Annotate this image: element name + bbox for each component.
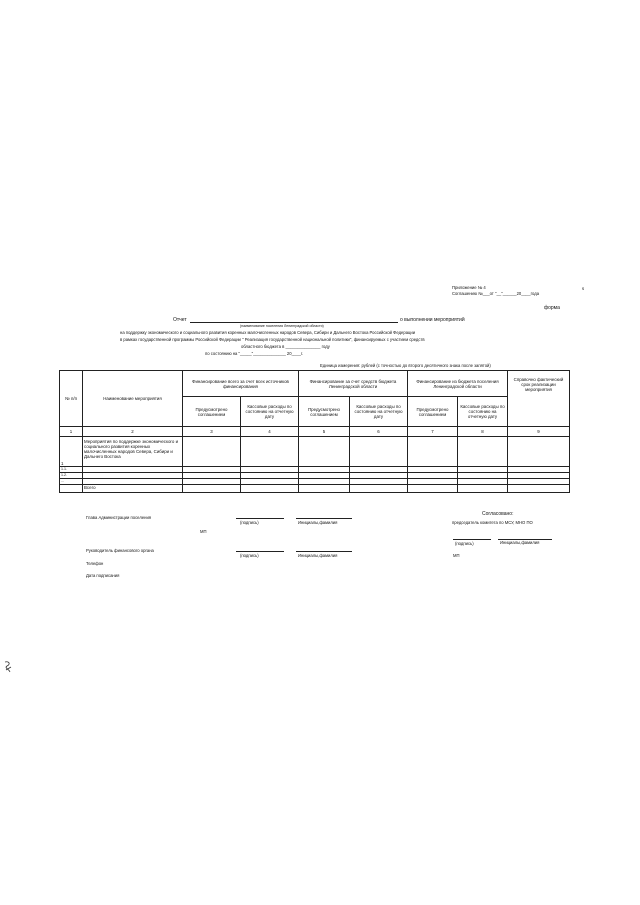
fin-head-label: Руководитель финансового органа (86, 548, 154, 553)
header-group-settlement-budget: Финансирование из бюджета поселения Ленинградской области (408, 371, 508, 397)
units-note: Единица измерения: рублей (с точностью до второго десятичного знака после запятой) (320, 363, 491, 368)
chairman-label: председатель комитета по МСУ, МНО ПО (452, 520, 533, 525)
chairman-signature-line (453, 539, 491, 540)
title-line-1: на поддержку экономического и социального развития коренных малочисленных народов Севера, Сибири и Дальнего Востока Российской Федерации (120, 330, 416, 335)
header-group-all-sources: Финансирование всего за счет всех источников финансирования (183, 371, 299, 397)
col-number: 6 (350, 427, 408, 437)
col-number: 9 (508, 427, 570, 437)
report-suffix: о выполнении мероприятий (400, 317, 465, 323)
subheader-planned: Предусмотрено соглашением (408, 397, 458, 427)
agreement-label: Соглашению №___от "__"______20____года (452, 291, 540, 296)
table-cell (183, 485, 241, 493)
col-number: 1 (60, 427, 83, 437)
subheader-planned: Предусмотрено соглашением (183, 397, 241, 427)
signature-caption: (подпись) (455, 541, 474, 546)
col-number: 7 (408, 427, 458, 437)
col-number: 8 (458, 427, 508, 437)
row-num: 1 (60, 437, 83, 467)
agreed-label: Согласовано: (482, 511, 514, 517)
table-cell (458, 485, 508, 493)
handwritten-mark (3, 660, 13, 674)
table-cell (350, 485, 408, 493)
title-line-2: в рамках государственной программы Российской Федерации " Реализация государственной национальной политики", финансируемых с участием средств (120, 337, 425, 342)
initials-caption: Инициалы,фамилия (500, 540, 540, 545)
total-label: Всего (83, 485, 183, 493)
initials-caption: Инициалы,фамилия (298, 520, 338, 525)
header-num: № п/п (60, 371, 83, 427)
table-cell (241, 437, 299, 467)
head-admin-label: Глава Администрации поселения (86, 515, 152, 520)
header-name: Наименование мероприятия (83, 371, 183, 427)
title-line-4: по состоянию на "_____"______________ 20____г. (205, 351, 304, 356)
table-cell (508, 437, 570, 467)
row-num: 1.2. (60, 473, 83, 479)
sign-date-label: Дата подписания (86, 573, 120, 578)
subheader-cash: Кассовые расходы по состоянию на отчетную дату (458, 397, 508, 427)
seal-place-label: МП (453, 553, 460, 558)
row-num: ... (60, 479, 83, 485)
head-initials-line (296, 518, 352, 519)
table-cell (299, 437, 350, 467)
col-number: 5 (299, 427, 350, 437)
signature-caption: (подпись) (240, 553, 259, 558)
subheader-planned: Предусмотрено соглашением (299, 397, 350, 427)
table-cell (183, 437, 241, 467)
header-group-region-budget: Финансирование за счет средств бюджета Ленинградской области (299, 371, 408, 397)
col-number: 3 (183, 427, 241, 437)
report-prefix: Отчет (173, 317, 187, 323)
table-cell (60, 485, 83, 493)
signature-caption: (подпись) (240, 520, 259, 525)
report-subcaption: (наименование поселения Ленинградской области) (240, 324, 324, 328)
table-cell (408, 485, 458, 493)
report-table (59, 370, 570, 493)
corner-mark: s (582, 286, 585, 291)
table-cell (458, 437, 508, 467)
subheader-cash: Кассовые расходы по состоянию на отчетную дату (241, 397, 299, 427)
header-actual-term: Справочно фактический срок реализации мероприятия (508, 371, 570, 427)
initials-caption: Инициалы,фамилия (298, 553, 338, 558)
seal-place-label: МП (200, 529, 207, 534)
row-name: Мероприятия по поддержке экономического и социального развития коренных малочисленных народов Севера, Сибири и Дальнего Востока (83, 437, 183, 467)
row-num: 1.1. (60, 467, 83, 473)
subheader-cash: Кассовые расходы по состоянию на отчетную дату (350, 397, 408, 427)
head-signature-line (236, 518, 284, 519)
table-cell (299, 485, 350, 493)
table-cell (408, 437, 458, 467)
col-number: 2 (83, 427, 183, 437)
form-label: форма (544, 305, 560, 311)
table-cell (241, 485, 299, 493)
report-name-line (190, 322, 398, 323)
appendix-label: Приложение № 4 (452, 285, 486, 290)
table-cell (350, 437, 408, 467)
table-cell (508, 485, 570, 493)
phone-label: Телефон (86, 561, 104, 566)
title-line-3: областного бюджета в _______________ году (241, 344, 330, 349)
fin-signature-line (236, 551, 284, 552)
col-number: 4 (241, 427, 299, 437)
fin-initials-line (296, 551, 352, 552)
